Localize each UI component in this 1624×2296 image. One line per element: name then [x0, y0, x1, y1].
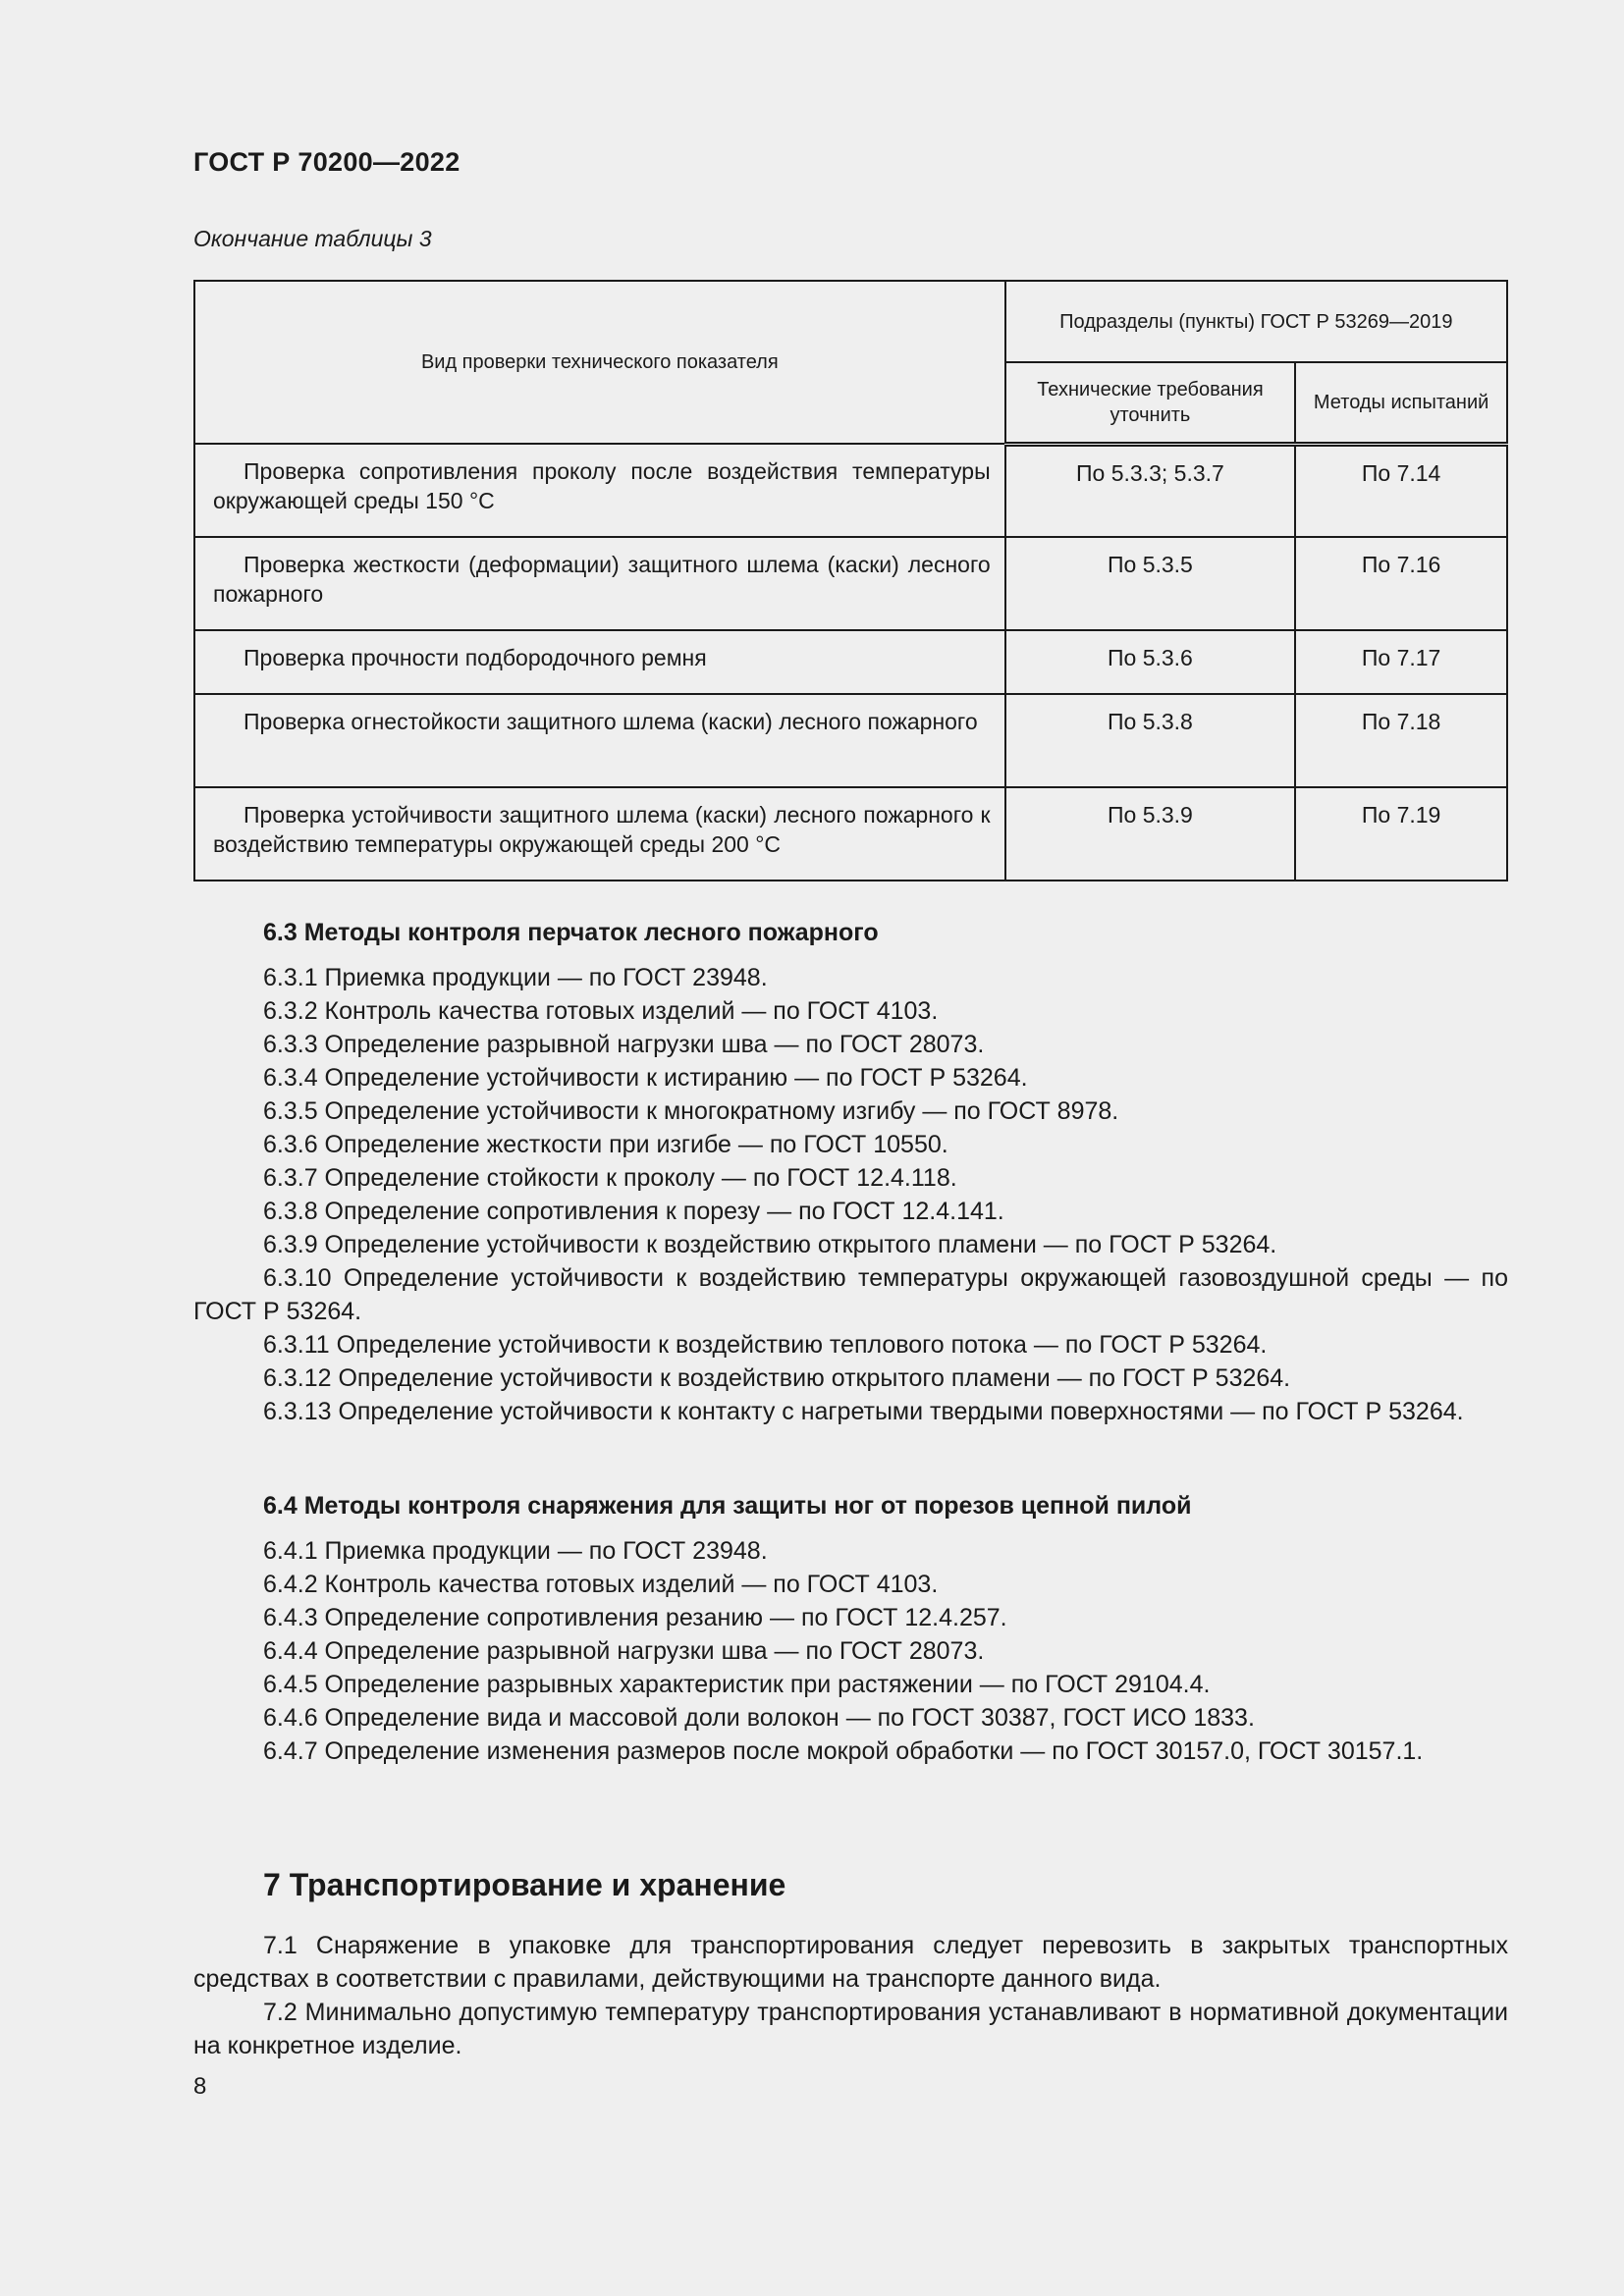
row-description: Проверка жесткости (деформации) защитного шлема (каски) лесного пожарного [194, 537, 1005, 630]
document-header: ГОСТ Р 70200—2022 [193, 147, 460, 177]
section-6-3-title: 6.3 Методы контроля перчаток лесного пожарного [263, 919, 879, 946]
table-caption: Окончание таблицы 3 [193, 226, 432, 251]
list-item: 6.4.7 Определение изменения размеров после мокрой обработки — по ГОСТ 30157.0, ГОСТ 30157.1. [263, 1737, 1424, 1765]
row-method: По 7.14 [1295, 444, 1507, 537]
list-item: 6.3.11 Определение устойчивости к воздействию теплового потока — по ГОСТ Р 53264. [263, 1331, 1268, 1359]
list-item: 6.3.2 Контроль качества готовых изделий — по ГОСТ 4103. [263, 997, 939, 1025]
list-item: 6.3.7 Определение стойкости к проколу — по ГОСТ 12.4.118. [263, 1164, 957, 1192]
page-number: 8 [193, 2073, 207, 2100]
list-item: 6.3.1 Приемка продукции — по ГОСТ 23948. [263, 964, 768, 991]
list-item: 6.4.6 Определение вида и массовой доли волокон — по ГОСТ 30387, ГОСТ ИСО 1833. [263, 1704, 1255, 1732]
header-requirements: Технические требования уточнить [1005, 362, 1296, 444]
table-row [194, 537, 1507, 630]
list-item: 6.4.2 Контроль качества готовых изделий — по ГОСТ 4103. [263, 1571, 939, 1598]
row-description: Проверка огнестойкости защитного шлема (каски) лесного пожарного [194, 694, 1005, 787]
list-item: 6.3.13 Определение устойчивости к контакту с нагретыми твердыми поверхностями — по ГОСТ Р 53264. [263, 1398, 1464, 1425]
row-requirement: По 5.3.6 [1005, 630, 1296, 694]
paragraph: 7.2 Минимально допустимую температуру транспортирования устанавливают в нормативной документации на конкретное изделие. [193, 1999, 1508, 2059]
section-6-4-title: 6.4 Методы контроля снаряжения для защиты ног от порезов цепной пилой [263, 1492, 1192, 1520]
row-description: Проверка сопротивления проколу после воздействия температуры окружающей среды 150 °С [194, 444, 1005, 537]
paragraph: 7.1 Снаряжение в упаковке для транспортирования следует перевозить в закрытых транспортных средствах в соответствии с правилами, действующими на транспорте данного вида. [193, 1932, 1508, 1993]
row-requirement: По 5.3.5 [1005, 537, 1296, 630]
row-requirement: По 5.3.9 [1005, 787, 1296, 881]
chapter-7-title: 7 Транспортирование и хранение [263, 1867, 786, 1902]
list-item: 6.3.3 Определение разрывной нагрузки шва — по ГОСТ 28073. [263, 1031, 985, 1058]
row-description: Проверка устойчивости защитного шлема (каски) лесного пожарного к воздействию температуры окружающей среды 200 °С [194, 787, 1005, 881]
header-check-type: Вид проверки технического показателя [194, 281, 1005, 444]
table-row [194, 630, 1507, 694]
table-row [194, 787, 1507, 881]
list-item: 6.4.3 Определение сопротивления резанию — по ГОСТ 12.4.257. [263, 1604, 1007, 1631]
list-item: 6.3.8 Определение сопротивления к порезу — по ГОСТ 12.4.141. [263, 1198, 1004, 1225]
list-item: 6.3.10 Определение устойчивости к воздействию температуры окружающей газовоздушной среды — по ГОСТ Р 53264. [193, 1264, 1508, 1325]
list-item: 6.4.4 Определение разрывной нагрузки шва — по ГОСТ 28073. [263, 1637, 985, 1665]
header-subsections: Подразделы (пункты) ГОСТ Р 53269—2019 [1005, 281, 1507, 362]
list-item: 6.4.1 Приемка продукции — по ГОСТ 23948. [263, 1537, 768, 1565]
row-method: По 7.17 [1295, 630, 1507, 694]
row-requirement: По 5.3.8 [1005, 694, 1296, 787]
row-method: По 7.19 [1295, 787, 1507, 881]
list-item: 6.3.4 Определение устойчивости к истиранию — по ГОСТ Р 53264. [263, 1064, 1028, 1092]
row-requirement: По 5.3.3; 5.3.7 [1005, 444, 1296, 537]
chapter-7-body [193, 1929, 1508, 2062]
list-item: 6.4.5 Определение разрывных характеристик при растяжении — по ГОСТ 29104.4. [263, 1671, 1211, 1698]
row-method: По 7.16 [1295, 537, 1507, 630]
list-item: 6.3.9 Определение устойчивости к воздействию открытого пламени — по ГОСТ Р 53264. [263, 1231, 1277, 1258]
header-test-methods: Методы испытаний [1295, 362, 1507, 444]
list-item: 6.3.12 Определение устойчивости к воздействию открытого пламени — по ГОСТ Р 53264. [263, 1364, 1291, 1392]
row-description: Проверка прочности подбородочного ремня [194, 630, 1005, 694]
list-item: 6.3.6 Определение жесткости при изгибе — по ГОСТ 10550. [263, 1131, 948, 1158]
table-row [194, 694, 1507, 787]
table-row [194, 444, 1507, 537]
list-item: 6.3.5 Определение устойчивости к многократному изгибу — по ГОСТ 8978. [263, 1097, 1119, 1125]
section-6-3 [193, 916, 1508, 1428]
row-method: По 7.18 [1295, 694, 1507, 787]
section-6-4 [193, 1489, 1508, 1768]
table-3 [193, 280, 1508, 881]
